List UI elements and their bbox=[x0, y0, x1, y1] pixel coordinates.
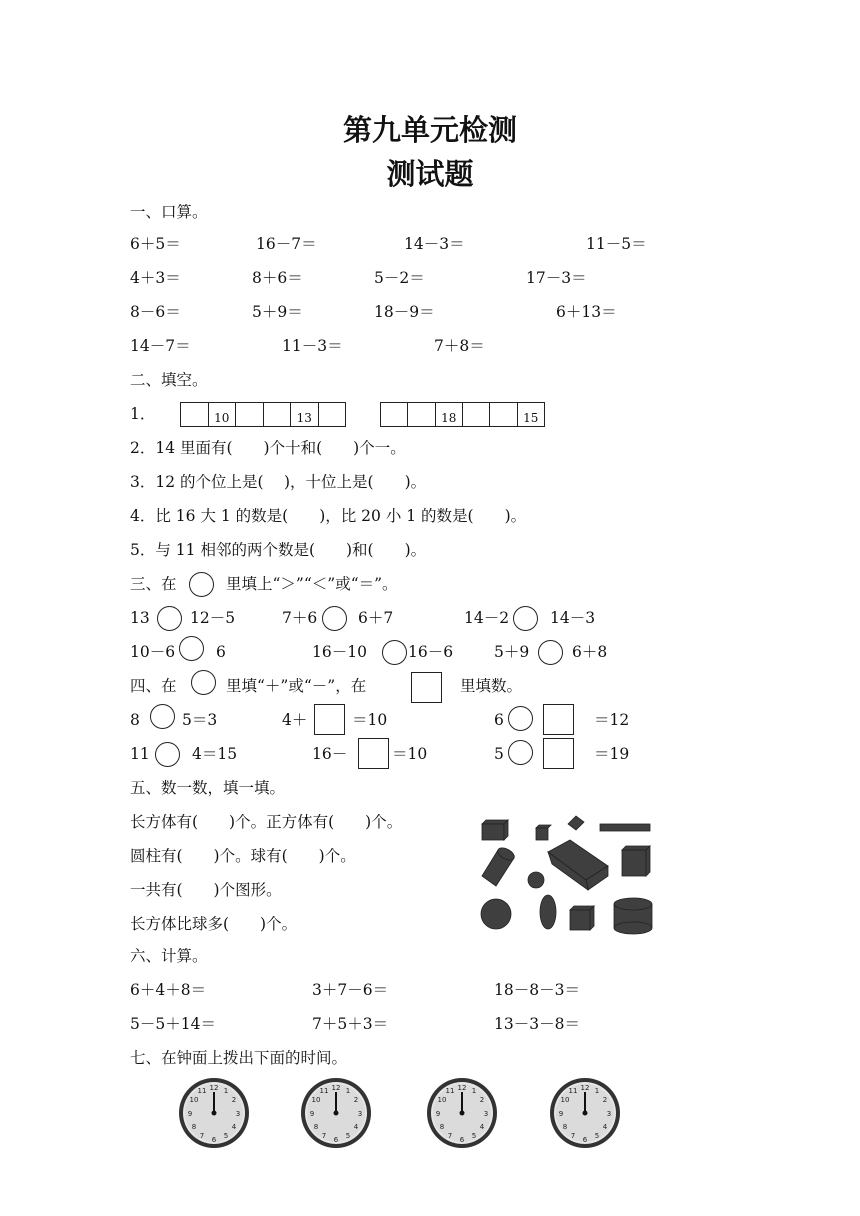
solid-shapes-figure bbox=[474, 810, 664, 938]
number-strip-1 bbox=[180, 402, 346, 427]
svg-text:5: 5 bbox=[223, 1132, 229, 1140]
oral-item: 11－3＝ bbox=[282, 337, 343, 355]
calc-item: 6＋4＋8＝ bbox=[130, 981, 207, 999]
compare-circle bbox=[189, 572, 214, 597]
svg-text:8: 8 bbox=[562, 1123, 568, 1131]
compare-circle[interactable] bbox=[513, 606, 538, 631]
fill-b: ＝10 bbox=[352, 711, 388, 729]
svg-text:12: 12 bbox=[331, 1084, 341, 1092]
svg-text:4: 4 bbox=[479, 1123, 485, 1131]
strip-cell: 15 bbox=[523, 411, 539, 425]
oral-item: 5－2＝ bbox=[374, 269, 425, 287]
section-3-heading: 三、在 bbox=[130, 575, 177, 593]
compare-circle[interactable] bbox=[382, 640, 407, 665]
svg-text:9: 9 bbox=[187, 1110, 193, 1118]
strip-cell[interactable] bbox=[264, 403, 292, 426]
section-5-heading: 五、数一数，填一填。 bbox=[130, 779, 286, 797]
section-2-heading: 二、填空。 bbox=[130, 371, 208, 389]
svg-text:2: 2 bbox=[602, 1096, 608, 1104]
compare-right: 16－6 bbox=[408, 643, 454, 661]
oral-item: 6＋13＝ bbox=[556, 303, 617, 321]
calc-item: 7＋5＋3＝ bbox=[312, 1015, 389, 1033]
sphere-shape bbox=[481, 899, 511, 929]
count-line: 一共有( )个图形。 bbox=[130, 881, 282, 899]
svg-text:11: 11 bbox=[319, 1087, 329, 1095]
fill-a: 11 bbox=[130, 745, 150, 763]
compare-right: 6 bbox=[216, 643, 226, 661]
svg-text:4: 4 bbox=[231, 1123, 237, 1131]
strip-cell[interactable] bbox=[381, 403, 408, 426]
compare-left: 16－10 bbox=[312, 643, 367, 661]
operator-circle[interactable] bbox=[150, 704, 175, 729]
calc-item: 3＋7－6＝ bbox=[312, 981, 389, 999]
oral-item: 14－3＝ bbox=[404, 235, 465, 253]
section-1-heading: 一、口算。 bbox=[130, 203, 208, 221]
count-line: 长方体有( )个。正方体有( )个。 bbox=[130, 813, 403, 831]
svg-text:5: 5 bbox=[594, 1132, 600, 1140]
compare-right: 6＋8 bbox=[572, 643, 608, 661]
oral-item: 4＋3＝ bbox=[130, 269, 181, 287]
svg-text:3: 3 bbox=[483, 1110, 489, 1118]
strip-cell: 10 bbox=[209, 403, 237, 426]
cube-shape bbox=[622, 846, 650, 876]
svg-text:11: 11 bbox=[445, 1087, 455, 1095]
compare-circle[interactable] bbox=[157, 606, 182, 631]
section-4-heading-mid: 里填“＋”或“－”，在 bbox=[226, 677, 367, 695]
svg-text:10: 10 bbox=[560, 1096, 570, 1104]
operator-circle[interactable] bbox=[508, 740, 533, 765]
operator-circle[interactable] bbox=[155, 742, 180, 767]
strip-cell[interactable] bbox=[319, 403, 346, 426]
strip-cell[interactable] bbox=[181, 403, 209, 426]
cylinder-shape bbox=[540, 895, 556, 929]
page-title: 第九单元检测 bbox=[342, 113, 517, 147]
svg-text:4: 4 bbox=[353, 1123, 359, 1131]
fill-a: 4＋ bbox=[282, 711, 308, 729]
calc-item: 18－8－3＝ bbox=[494, 981, 580, 999]
cuboid-shape bbox=[548, 840, 608, 890]
oral-item: 14－7＝ bbox=[130, 337, 191, 355]
svg-text:9: 9 bbox=[309, 1110, 315, 1118]
cube-shape bbox=[536, 825, 551, 840]
svg-text:4: 4 bbox=[602, 1123, 608, 1131]
page-subtitle: 测试题 bbox=[386, 157, 474, 191]
clock-face-icon[interactable] bbox=[548, 1076, 622, 1150]
fill-b: ＝19 bbox=[594, 745, 630, 763]
svg-text:1: 1 bbox=[223, 1087, 229, 1095]
fill-a: 8 bbox=[130, 711, 140, 729]
number-box[interactable] bbox=[314, 704, 345, 735]
compare-circle[interactable] bbox=[538, 640, 563, 665]
number-box[interactable] bbox=[543, 704, 574, 735]
fill-b: ＝12 bbox=[594, 711, 630, 729]
svg-text:7: 7 bbox=[447, 1132, 453, 1140]
svg-text:7: 7 bbox=[570, 1132, 576, 1140]
svg-text:8: 8 bbox=[439, 1123, 445, 1131]
strip-cell: 18 bbox=[436, 403, 463, 426]
fill-q3: 3．12 的个位上是( )，十位上是( )。 bbox=[130, 473, 427, 491]
svg-text:6: 6 bbox=[582, 1136, 588, 1144]
svg-text:6: 6 bbox=[333, 1136, 339, 1144]
cube-shape bbox=[570, 906, 594, 930]
compare-circle[interactable] bbox=[179, 636, 204, 661]
number-box[interactable] bbox=[358, 738, 389, 769]
cuboid-shape bbox=[482, 820, 508, 840]
sphere-shape bbox=[528, 872, 544, 888]
svg-text:6: 6 bbox=[459, 1136, 465, 1144]
calc-item: 5－5＋14＝ bbox=[130, 1015, 216, 1033]
svg-text:9: 9 bbox=[435, 1110, 441, 1118]
strip-cell[interactable] bbox=[463, 403, 490, 426]
compare-left: 7＋6 bbox=[282, 609, 318, 627]
cube-shape bbox=[568, 816, 584, 830]
svg-text:5: 5 bbox=[471, 1132, 477, 1140]
cylinder-shape bbox=[482, 845, 516, 886]
cylinder-shape bbox=[614, 898, 652, 934]
oral-item: 8－6＝ bbox=[130, 303, 181, 321]
fill-a: 5 bbox=[494, 745, 504, 763]
count-line: 圆柱有( )个。球有( )个。 bbox=[130, 847, 356, 865]
svg-text:7: 7 bbox=[321, 1132, 327, 1140]
svg-text:1: 1 bbox=[471, 1087, 477, 1095]
oral-item: 11－5＝ bbox=[586, 235, 647, 253]
svg-text:10: 10 bbox=[189, 1096, 199, 1104]
svg-text:9: 9 bbox=[558, 1110, 564, 1118]
fill-q2: 2．14 里面有( )个十和( )个一。 bbox=[130, 439, 406, 457]
compare-right: 12－5 bbox=[190, 609, 236, 627]
compare-left: 5＋9 bbox=[494, 643, 530, 661]
number-box bbox=[411, 672, 442, 703]
strip-cell: 13 bbox=[291, 403, 319, 426]
clock-face-icon[interactable] bbox=[425, 1076, 499, 1150]
svg-text:11: 11 bbox=[568, 1087, 578, 1095]
oral-item: 8＋6＝ bbox=[252, 269, 303, 287]
fill-b: ＝10 bbox=[392, 745, 428, 763]
svg-text:12: 12 bbox=[209, 1084, 219, 1092]
svg-text:1: 1 bbox=[345, 1087, 351, 1095]
section-4-heading-end: 里填数。 bbox=[460, 677, 523, 695]
svg-text:3: 3 bbox=[235, 1110, 241, 1118]
clock-face-icon[interactable] bbox=[299, 1076, 373, 1150]
fill-q5: 5．与 11 相邻的两个数是( )和( )。 bbox=[130, 541, 427, 559]
oral-item: 16－7＝ bbox=[256, 235, 317, 253]
cuboid-shape bbox=[600, 824, 650, 831]
svg-text:12: 12 bbox=[580, 1084, 590, 1092]
compare-right: 14－3 bbox=[550, 609, 596, 627]
section-7-heading: 七、在钟面上拨出下面的时间。 bbox=[130, 1049, 348, 1067]
svg-text:3: 3 bbox=[606, 1110, 612, 1118]
svg-text:2: 2 bbox=[231, 1096, 237, 1104]
operator-circle[interactable] bbox=[508, 706, 533, 731]
count-line: 长方体比球多( )个。 bbox=[130, 915, 298, 933]
svg-text:7: 7 bbox=[199, 1132, 205, 1140]
svg-text:5: 5 bbox=[345, 1132, 351, 1140]
svg-text:2: 2 bbox=[353, 1096, 359, 1104]
clock-face-icon[interactable] bbox=[177, 1076, 251, 1150]
oral-item: 5＋9＝ bbox=[252, 303, 303, 321]
svg-text:6: 6 bbox=[211, 1136, 217, 1144]
number-box[interactable] bbox=[543, 738, 574, 769]
fill-q4: 4．比 16 大 1 的数是( )，比 20 小 1 的数是( )。 bbox=[130, 507, 527, 525]
svg-text:2: 2 bbox=[479, 1096, 485, 1104]
compare-left: 14－2 bbox=[464, 609, 510, 627]
svg-text:8: 8 bbox=[191, 1123, 197, 1131]
strip-cell[interactable] bbox=[236, 403, 264, 426]
operator-circle bbox=[191, 670, 216, 695]
strip-cell[interactable] bbox=[490, 403, 517, 426]
svg-text:8: 8 bbox=[313, 1123, 319, 1131]
section-6-heading: 六、计算。 bbox=[130, 947, 208, 965]
oral-item: 18－9＝ bbox=[374, 303, 435, 321]
compare-left: 13 bbox=[130, 609, 150, 627]
oral-item: 17－3＝ bbox=[526, 269, 587, 287]
fill-b: 5＝3 bbox=[182, 711, 218, 729]
compare-right: 6＋7 bbox=[358, 609, 394, 627]
fill-a: 16－ bbox=[312, 745, 348, 763]
svg-text:3: 3 bbox=[357, 1110, 363, 1118]
section-4-heading: 四、在 bbox=[130, 677, 177, 695]
section-3-heading-rest: 里填上“＞”“＜”或“＝”。 bbox=[226, 575, 398, 593]
fill-q1-label: 1． bbox=[130, 405, 156, 423]
oral-item: 7＋8＝ bbox=[434, 337, 485, 355]
calc-item: 13－3－8＝ bbox=[494, 1015, 580, 1033]
compare-circle[interactable] bbox=[322, 606, 347, 631]
svg-text:1: 1 bbox=[594, 1087, 600, 1095]
svg-text:12: 12 bbox=[457, 1084, 467, 1092]
oral-item: 6＋5＝ bbox=[130, 235, 181, 253]
fill-b: 4＝15 bbox=[192, 745, 238, 763]
strip-cell[interactable] bbox=[408, 403, 435, 426]
svg-text:11: 11 bbox=[197, 1087, 207, 1095]
compare-left: 10－6 bbox=[130, 643, 176, 661]
svg-text:10: 10 bbox=[437, 1096, 447, 1104]
number-strip-2 bbox=[380, 402, 545, 427]
svg-text:10: 10 bbox=[311, 1096, 321, 1104]
fill-a: 6 bbox=[494, 711, 504, 729]
